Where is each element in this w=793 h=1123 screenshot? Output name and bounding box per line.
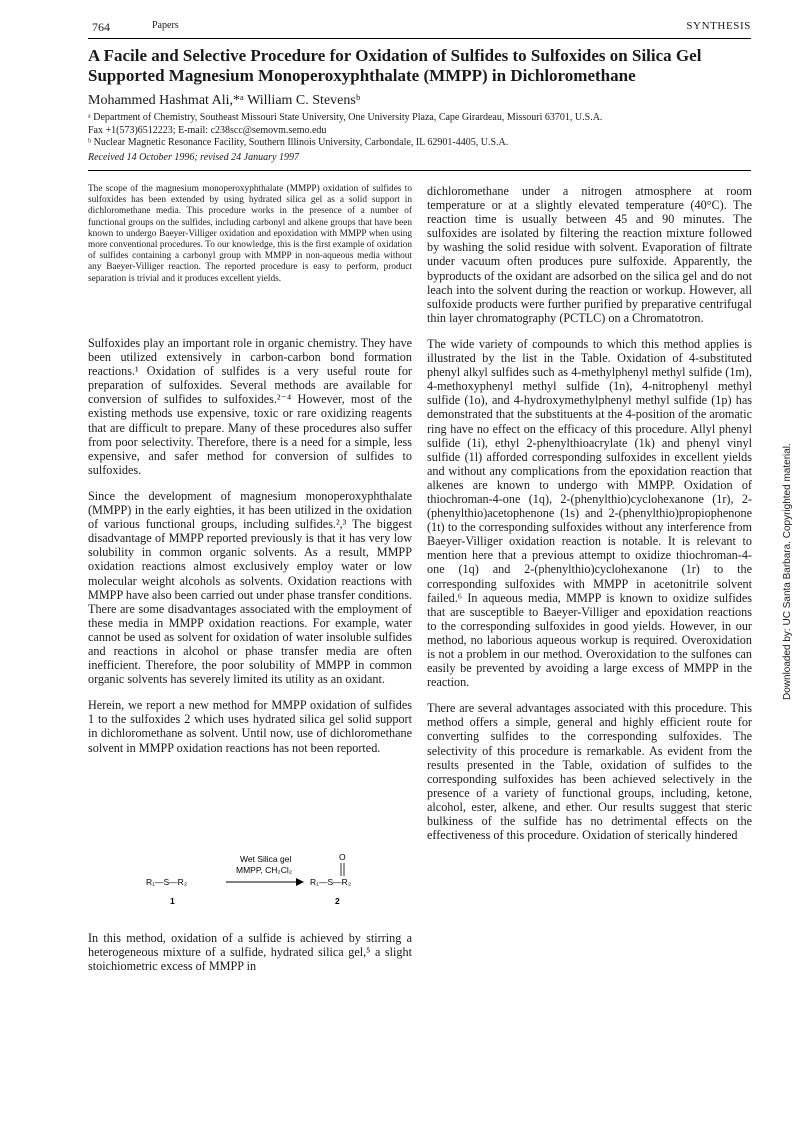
scheme-reagent-bottom: MMPP, CH₂Cl₂ (236, 865, 293, 875)
journal-name: SYNTHESIS (686, 20, 751, 32)
author-list: Mohammed Hashmat Ali,*ᵃ William C. Stevensᵇ (88, 93, 361, 108)
scheme-product-oxygen: O (339, 852, 346, 862)
left-column-body (88, 336, 412, 767)
title-block-rule (88, 170, 751, 171)
reaction-scheme (146, 846, 376, 926)
received-date: Received 14 October 1996; revised 24 January 1997 (88, 152, 299, 163)
paragraph-conditions: dichloromethane under a nitrogen atmosphere at room temperature or at a slightly elevated temperature (40°C). The reaction time is usually between 45 and 90 minutes. The sulfoxides are isolated by filtering the reaction mixture followed by washing the solid residue with solvent. Evaporation of filtrate under vacuum often produces pure sulfoxide. Apparently, the byproducts of the oxidant are adsorbed on the silica gel and do not leach into the solvent during the reaction or workup. However, all sulfoxide products were further purified by preparative centrifugal thin layer chromatography (PCTLC) on a Chromatotron. (427, 184, 752, 325)
arrow-head (296, 878, 304, 886)
paragraph-method: In this method, oxidation of a sulfide is achieved by stirring a heterogeneous mixture of a sulfide, hydrated silica gel,⁵ a slight stoichiometric excess of MMPP in (88, 931, 412, 974)
right-column-body (427, 184, 752, 854)
affiliation-a-contact: Fax +1(573)6512223; E-mail: c238scc@semovm.semo.edu (88, 124, 327, 136)
section-label: Papers (152, 20, 179, 31)
download-notice: Downloaded by: UC Santa Barbara. Copyrighted material. (782, 443, 793, 700)
affiliations (88, 112, 778, 150)
scheme-reagent-top: Wet Silica gel (240, 854, 292, 864)
scheme-product: R₁—S—R₂ (310, 877, 352, 887)
paragraph-mmpp-history: Since the development of magnesium monoperoxyphthalate (MMPP) in the early eighties, it has been utilized in the oxidation of various functional groups, including sulfides.²,³ The biggest disadvantage of MMPP reported previously is that it has very low solubility in common organic solvents. As a result, MMPP oxidation reactions almost exclusively employ water or low molecular weight alcohols as solvents. Oxidation reactions with MMPP have also been carried out under phase transfer conditions. There are some disadvantages associated with the employment of these media in MMPP oxidation reactions. For example, water cannot be used as solvent for oxidation of water insoluble sulfides and reactions in alcohol or phase transfer media are often inefficient. Therefore, the poor solubility of MMPP in common organic solvents has severely limited its utility as an oxidant. (88, 488, 412, 687)
header-rule (88, 38, 751, 39)
paragraph-advantages: There are several advantages associated with this procedure. This method offers a simple, general and highly efficient route for converting sulfides to the corresponding sulfoxides. The selectivity of this procedure is remarkable. As evident from the results presented in the Table, oxidation of sulfides to the corresponding sulfoxides has been achieved selectively in the presence of a variety of functional groups, including, ketone, alcohol, ester, alkene, and ether. Our results suggest that steric bulkiness of the sulfide has no detrimental effects on the effectiveness of this procedure. Oxidation of sterically hindered (427, 701, 752, 843)
paragraph-scope: The wide variety of compounds to which this method applies is illustrated by the list in the Table. Oxidation of 4-substituted phenyl alkyl sulfides such as 4-methylphenyl methyl sulfide (1m), 4-methoxyphenyl methyl sulfide (1n), 4-nitrophenyl methyl sulfide (1o), and 4-hydroxymethylphenyl methyl sulfide (1p) has demonstrated that the substituents at the 4-position of the aromatic ring have no effect on the efficacy of this procedure. Allyl phenyl sulfide (1i), ethyl 2-phenylthioacrylate (1k) and phenyl vinyl sulfide (1l) afforded corresponding sulfoxides in excellent yields and without any complications from the epoxidation reaction that alkenes are known to undergo with MMPP. Oxidation of thiochroman-4-one (1q), 2-(phenylthio)cyclohexanone (1r), 2-(phenylthio)acetophenone (1s) and 2-(phenylthio)propiophenone (1t) to the corresponding sulfoxides without any interference from Baeyer-Villiger oxidation reaction is notable. It is relevant to mention here that a previous attempt to oxidize thiochroman-4-one (1q) and 2-(phenylthio)cyclohexanone (1r) to the corresponding sulfoxides with MMPP in acetonitrile solvent failed.⁶ In aqueous media, MMPP is known to oxidize sulfides that are susceptible to Baeyer-Villiger and epoxidation reactions to the corresponding sulfoxides in good yields. However, in our method, no laborious aqueous workup is required. Overoxidation is not a problem in our method. Overoxidation to the sulfones can easily be prevented by avoiding a large excess of MMPP in the reaction. (427, 336, 752, 690)
article-title: A Facile and Selective Procedure for Oxidation of Sulfides to Sulfoxides on Silica Gel Supported Magnesium Monoperoxyphthalate (MMPP) in Dichloromethane (88, 46, 702, 85)
download-watermark (770, 370, 793, 700)
affiliation-a: ᵃ Department of Chemistry, Southeast Missouri State University, One University Plaza, Cape Girardeau, Missouri 63701, U.S.A. (88, 112, 603, 123)
scheme-label-product: 2 (335, 896, 340, 906)
paragraph-herein: Herein, we report a new method for MMPP oxidation of sulfides 1 to the sulfoxides 2 which uses hydrated silica gel solid support in dichloromethane as solvent. Until now, use of dichloromethane solvent in MMPP oxidation reactions has not been reported. (88, 698, 412, 755)
abstract: The scope of the magnesium monoperoxyphthalate (MMPP) oxidation of sulfides to sulfoxides has been extended by using hydrated silica gel as a solid support in dichloromethane media. This procedure works in the presence of a number of functional groups on the sulfides, including carbonyl and alkene groups that have been known to undergo Baeyer-Villiger oxidation and epoxidation with MMPP when using more conventional procedures. To our knowledge, this is the first example of oxidation of sulfides containing a carbonyl group with MMPP in non-aqueous media without any Baeyer-Villiger reaction. The reported procedure is easy to perform, product separation is trivial and it produces excellent yields. (88, 184, 412, 284)
left-column-bottom (88, 931, 412, 985)
scheme-label-reactant: 1 (170, 896, 175, 906)
page-number: 764 (92, 20, 110, 34)
scheme-reactant: R₁—S—R₂ (146, 877, 188, 887)
affiliation-b: ᵇ Nuclear Magnetic Resonance Facility, Southern Illinois University, Carbondale, IL 62901-4405, U.S.A. (88, 137, 509, 148)
paragraph-intro: Sulfoxides play an important role in organic chemistry. They have been utilized extensively in carbon-carbon bond formation reactions.¹ Oxidation of sulfides is a very useful route for preparation of sulfoxides. Several methods are available for conversion of sulfides to sulfoxides.²⁻⁴ However, most of the existing methods use expensive, toxic or rare oxidizing reagents that are difficult to prepare. Many of these procedures also suffer from poor selectivity. Therefore, there is a need for a simple, less expensive, and safer method for conversion of sulfides to sulfoxides. (88, 336, 412, 477)
